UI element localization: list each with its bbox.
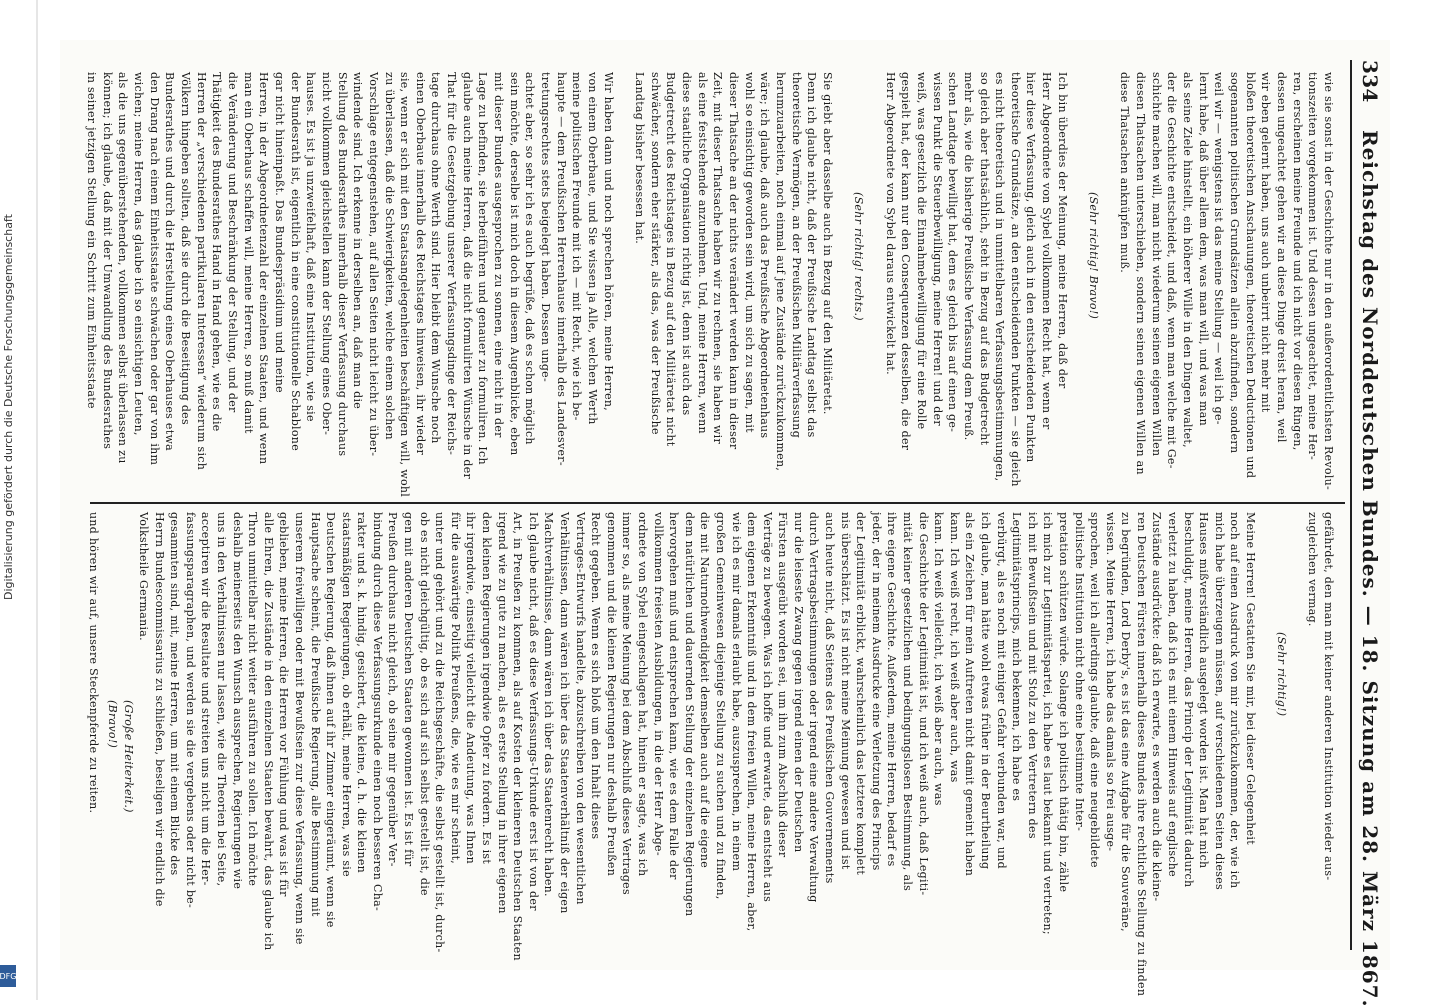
text-line: Vertrages-Entwurfs handelte, abzuschreiben von den wesentlichen: [573, 512, 587, 905]
text-line: wie ich es mir damals erlaubt habe, auszusprechen, in einem: [729, 512, 743, 872]
text-line: herumzuarbeiten, noch einmal auf jene Zustände zurückzukommen,: [773, 72, 787, 472]
text-line: diesen Thatsachen unterschieben, sondern seinen eigenen Willen an: [1134, 72, 1148, 475]
text-line: den Drang nach einem Einheitsstaate schwächen oder gar von ihm: [147, 72, 161, 466]
text-line: ihre eigene Geschichte. Außerdem, meine Herren, bedarf es: [885, 512, 899, 867]
text-line: tage durchaus ohne Werth sind. Hier bleibt dem Wunsche noch: [429, 72, 443, 444]
text-line: von einem Oberbaue, und Sie wissen ja Alle, welchen Werth: [586, 72, 600, 425]
text-line: unserem freiwilligen oder mit Bewußtsein zur diese Verfassung, wenn sie: [292, 512, 306, 945]
text-line: Zustände ausdrückte: daß ich erwarte, es werden auch die kleine-: [1150, 512, 1164, 902]
text-line: diese Thatsachen anknüpfen muß.: [1118, 72, 1132, 273]
text-line: Landtag bisher besessen hat.: [633, 72, 647, 245]
text-line: (Sehr richtig! rechts.): [852, 192, 866, 321]
text-line: Hauptsache scheint, die Preußische Regierung, alle Bestimmung mit: [308, 512, 322, 917]
text-line: wäre; ich glaube, daß auch das Preußische Abgeordnetenhaus: [758, 72, 772, 439]
text-line: als die uns gegenüberstehenden, vollkommen selbst überlassen zu: [116, 72, 130, 464]
text-line: lernt habe, daß über allem dem, was man will, und was man: [1196, 72, 1210, 426]
text-line: windende sind. Ich erkenne in derselben an, daß man die: [351, 72, 365, 410]
text-line: pretation schützen würde. Solange ich politisch thätig bin, zähle: [1056, 512, 1070, 893]
header-rule: [1350, 60, 1352, 950]
column-divider: [90, 502, 1345, 504]
text-line: Herren der „verschiedenen partikularen Interessen“ wiederum sich: [194, 72, 208, 471]
text-line: Zeit, mit dieser Thatsache haben wir zu rechnen, sie haben wir: [711, 72, 725, 445]
text-line: ich glaube, man hätte wohl etwas früher in der Beurtheilung: [978, 512, 992, 870]
text-line: weil wir — wenigstens ist das meine Stellung — weil ich ge-: [1212, 72, 1226, 425]
text-line: in seiner jetzigen Stellung ein Schritt zum Einheitsstaate: [85, 72, 98, 409]
text-line: den kleinen Regierungen irgendwie Opfer zu fordern. Es ist: [480, 512, 494, 865]
text-line: wohl so einsichtig geworden sein wird, um sich zu sagen, mit: [742, 72, 756, 433]
text-line: irgend wie zu gute zu machen, als es erste Stellung in ihrer eigenen: [495, 512, 509, 914]
text-line: staatsmäßigen Regierungen, ob erhält, meine Herren, was sie: [339, 512, 353, 877]
text-line: theoretische Grundsätze, an den entscheidenden Punkten — sie gleich: [1008, 72, 1022, 487]
text-line: hauses. Es ist ja unzweifelhaft, daß eine Institution, wie sie: [304, 72, 318, 422]
text-line: wir eben gelernt haben, uns auch unbeirrt nicht mehr mit: [1259, 72, 1273, 413]
final-line: und hören wir auf, unsere Steckenpferde zu reiten.: [87, 512, 100, 814]
text-line: gar nicht hineinpaßt. Das Bundespräsidium und meine: [272, 72, 286, 393]
text-line: geblieben, meine Herren, die Herren vor Fühlung und was ist für: [277, 512, 291, 897]
text-line: Art, in Preußen zu kommen, als auf Kosten der kleineren Deutschen Staaten: [511, 512, 525, 961]
text-line: (Sehr richtig! Bravo!): [1087, 192, 1101, 320]
text-line: wissen Punkt die Steuerbewilligung, meine Herren! und der: [930, 72, 944, 426]
text-line: dieser Thatsache an der nichts verändert werden kann in dieser: [726, 72, 740, 450]
text-line: Herr Abgeordnete von Sybel daraus entwickelt hat.: [883, 72, 897, 375]
text-line: können; ich glaube, daß mit der Umwandlung des Bundesrathes: [100, 72, 114, 450]
text-line: genommen und die kleinen Regierungen nur deshalb Preußen: [604, 512, 618, 877]
text-line: Herren, in der Abgeordnetenzahl der einzelnen Staaten, und wenn: [257, 72, 271, 465]
text-line: wissen. Meine Herren, ich habe das damals so frei ausge-: [1103, 512, 1117, 852]
text-line: That für die Gesetzgebung unserer Verfassungsdinge der Reichs-: [445, 72, 459, 456]
text-line: der Legitimität erblickt, wahrscheinlich das letztere komplett: [854, 512, 868, 876]
text-line: Bundesrathes und durch die Herstellung eines Oberhauses etwa: [163, 72, 177, 452]
text-line: Recht gegeben. Wenn es sich bloß um den Inhalt dieses: [589, 512, 603, 840]
text-line: als ein Zeichen für mein Auftreten nicht damit gemeint haben: [963, 512, 977, 877]
text-line: gen mit anderen Deutschen Staaten gewonnen ist. Es ist für: [402, 512, 416, 867]
text-line: Herr Abgeordnete von Sybel vollkommen Recht hat, wenn er: [1040, 72, 1054, 430]
text-line: Budgetrecht des Reichstages in Bezug auf den Militäretat nicht: [664, 72, 678, 447]
text-line: dem natürlichen und dauernden Stellung der einzelnen Regierungen: [682, 512, 696, 917]
text-line: für die auswärtige Politik Preußens, die, wie es mir scheint,: [448, 512, 462, 865]
text-line: wie sie sonst in der Geschichte nur in den außerordentlichsten Revolu-: [1322, 72, 1335, 491]
text-line: ich mit Bewußtsein und mit Stolz zu den Vertretern des: [1025, 512, 1039, 839]
page-header: Reichstag des Norddeutschen Bundes. — 18. Sitzung am 28. März 1867.: [1358, 130, 1382, 1008]
text-line: mich habe überzeugen müssen, auf verschiedenen Seiten dieses: [1212, 512, 1226, 890]
text-line: Sie giebt aber dasselbe auch in Bezug auf den Militäretat.: [820, 72, 834, 415]
text-line: sprochen, weil ich allerdings glaubte, daß eine neugebildete: [1088, 512, 1102, 868]
text-line: Thron unmittelbar nicht weiter ausführen zu sollen. Ich möchte: [246, 512, 260, 887]
text-line: als eine feststehende anzunehmen. Und, meine Herren, wenn: [695, 72, 709, 434]
text-line: ren, erscheinen meine Freunde und ich nicht vor diesen Ringen,: [1290, 72, 1304, 451]
text-line: ren Deutschen Fürsten innerhalb dieses Bundes ihre rechtliche Stellung zu finden: [1134, 512, 1148, 997]
text-line: Vorschlage entgegenstehen, auf allen Seiten nicht leicht zu über-: [366, 72, 380, 457]
text-line: verbürgt, als es noch mit einiger Gefahr verbunden war, und: [994, 512, 1008, 869]
text-line: schen Landtage bewilligt hat, dem es gleich bis auf einen ge-: [946, 72, 960, 433]
text-line: ordnete von Sybel eingeschlagen hat, hinein er sagte, was ich: [635, 512, 649, 877]
text-line: als seine Ziele hinstellt, ein höherer Wille in den Dingen waltet,: [1181, 72, 1195, 448]
text-line: zu begründen, Lord Derby's, es ist das eine Aufgabe für die Souveräne,: [1119, 512, 1133, 932]
text-line: jeder, der in meinem Ausdrucke eine Verletzung des Princips: [869, 512, 883, 871]
text-line: hier diese Verfassung, gleich auch in den entscheidenden Punkten: [1024, 72, 1038, 463]
text-line: Legitimitätsprincips, mich bekennen, ich habe es: [1010, 512, 1024, 802]
text-line: Thätigkeit des Bundesrathes Hand in Hand gehen, wie es die: [210, 72, 224, 432]
text-line: Hauses mißverständlich ausgelegt worden ist. Man hat mich: [1197, 512, 1211, 869]
text-line: gefährdet, den man mit keiner anderen Institution wieder aus-: [1322, 512, 1335, 881]
text-line: verletzt zu haben, daß ich es mit einem Hinweis auf englische: [1166, 512, 1180, 877]
text-line: Völkern hingeben sollten, daß sie durch die Beseitigung des: [178, 72, 192, 425]
text-line: es nicht theoretisch und in unmittelbaren Verfassungsbestimmungen,: [993, 72, 1007, 482]
text-line: rakter und s. k. hindig, gesichert, die kleine, d. h. die kleinen: [355, 512, 369, 874]
text-line: tionszeiten vorgekommen ist. Und dessen ungeachtet, meine Her-: [1306, 72, 1320, 461]
text-line: mit dieser Bundes ausgesprochen zu sonnen, eine nicht in der: [492, 72, 506, 438]
text-line: gesammten sind, mit, meine Herren, um mit einem Blicke des: [168, 512, 182, 876]
text-line: alle Ehren, die Zustände in den einzelnen Staaten bewahrt, das glaube ich: [261, 512, 275, 951]
text-line: beschuldigt, meine Herren, das Princip der Legitimität dadurch: [1181, 512, 1195, 888]
text-line: mehr als, wie die bisherige Preußische Verfassung dem Preuß.: [961, 72, 975, 441]
text-line: nicht vollkommen gleichstellen kann der Stellung eines Ober-: [319, 72, 333, 436]
text-line: einen Oberbaue innerhalb des Reichstages hinweisen, ihr wieder: [413, 72, 427, 456]
text-line: so gleich aber thatsächlich, steht in Bezug auf das Budgetrecht: [977, 72, 991, 446]
dfg-logo: DFG: [0, 965, 16, 987]
text-line: meine politischen Freunde mit ich — mit Recht, wie ich be-: [570, 72, 584, 421]
text-line: ihr irgendwie, einseitig vielleicht die Andeutung, was Ihnen: [464, 512, 478, 865]
text-line: Denn ich glaube nicht, daß der Preußische Landtag selbst das: [805, 72, 819, 438]
text-line: vollkommen freiesten Ausbildungen, in die der Herr Abge-: [651, 512, 665, 856]
text-line: diese staatliche Organisation richtig ist, denn ist auch das: [680, 72, 693, 416]
text-line: Stellung des Bundesrathes innerhalb dieser Verfassung durchaus: [335, 72, 349, 457]
text-line: Verträge zu bewegen. Was ich hoffe und erwarte, das entsteht aus: [760, 512, 774, 903]
text-line: sogenannten politischen Grundsätzen allein abzufinden, sondern: [1228, 72, 1242, 454]
text-line: zu überlassen, daß die Schwierigkeiten, welche einem solchen: [382, 72, 396, 440]
text-line: Machtverhältnisse, dann wären ich über das Staatenrecht haben.: [542, 512, 556, 897]
text-line: ich mich zur Legitimitätspartei, ich habe es laut bekannt und vertreten;: [1041, 512, 1055, 935]
text-line: gespielt hat, der kann nur den Consequenzen desselben, die der: [899, 72, 913, 451]
text-line: ob es nicht gleichgültig, ob es sich auf sich selbst gestellt ist, die: [417, 512, 431, 896]
text-line: wichen; meine Herren, das glaube ich so einsichtigen Leuten,: [131, 72, 145, 436]
text-line: sein möchte, derselbe ist mich doch in diesem Augenblicke, eben: [507, 72, 521, 456]
text-line: nis überschätzt. Es ist nicht meine Meinung gewesen und ist: [838, 512, 852, 870]
text-line: man ein Oberhaus schaffen will, meine Herren, so muß damit: [241, 72, 255, 434]
text-line: zugleichen vermag.: [1306, 512, 1320, 627]
text-line: glaube auch meine Herren, daß die nicht formulirten Wünsche in der: [460, 72, 474, 480]
text-line: Fürsten ausgeübt worden sei, um ihn zum Abschluß dieser: [776, 512, 790, 858]
text-line: sie, wenn er sich mit den Staatsangelegenheiten beschäftigen will, wohl: [398, 72, 412, 498]
text-line: dessen ungeachtet gehen wir an diese Dinge dreist heran, weil: [1275, 72, 1289, 443]
text-line: Meine Herren! Gestatten Sie mir, bei dieser Gelegenheit: [1244, 512, 1258, 845]
binding-margin: [36, 0, 38, 1000]
text-line: der die Geschichte entscheidet, und daß, wenn man welche mit Ge-: [1165, 72, 1179, 469]
text-line: Ich glaube nicht, daß es diese Verfassungs-Urkunde erst ist von der: [526, 512, 540, 911]
text-line: Lage zu befinden, sie herbeiführen und genauer zu formuliren. Ich: [476, 72, 490, 465]
text-line: dem eigenen Erkenntniß und in dem freien Willen, meine Herren, aber,: [745, 512, 759, 932]
text-line: die Veränderung und Beschränkung der Stellung, und der: [225, 72, 239, 413]
text-line: bindung durch diese Verfassungsurkunde einen noch besseren Cha-: [370, 512, 384, 911]
text-line: nur die leiseste Zwang gegen irgend einen der Deutschen: [791, 512, 805, 853]
text-line: acceptiren wir die Resultate und streiten uns nicht um die Her-: [199, 512, 213, 886]
text-line: Volkstheile Germania.: [137, 512, 150, 641]
text-line: tretungsrechtes stets beigelegt haben. Dessen unge-: [539, 72, 553, 383]
text-line: der Bundesrath ist, eigentlich in eine constitutionelle Schablone: [288, 72, 302, 451]
text-line: politische Institution nicht ohne eine bestimmte Inter-: [1072, 512, 1086, 832]
text-line: kann. Ich weiß vielleicht, ich weiß aber auch, was: [932, 512, 946, 806]
closing-note: (Große Heiterkeit.): [122, 700, 135, 813]
text-line: noch auf einen Ausdruck von mir zurückzukommen, der, wie ich: [1228, 512, 1242, 889]
text-line: bloßen theoretischen Anschauungen, theoretischen Deductionen und: [1243, 72, 1257, 479]
text-line: Herrn Bundescommissarius zu schließen, beseligen wir endlich die: [152, 512, 166, 907]
text-line: kann. Ich weiß recht, ich weiß aber auch, was: [947, 512, 961, 783]
text-line: schwächer, sondern eher stärker, als das, was der Preußische: [648, 72, 662, 435]
text-line: Verhältnissen, dann wären ich über das Staatenverhältniß der eigen: [557, 512, 571, 914]
text-line: großen Gemeinwesen diejenige Stellung zu suchen und zu finden,: [713, 512, 727, 900]
digitization-credit: Digitalisierung gefördert durch die Deutsche Forschungsgemeinschaft: [2, 214, 15, 600]
text-line: mität keiner gesetzlichen und bedingungslosen Bestimmung, als: [901, 512, 914, 892]
text-line: deshalb meinerseits den Wunsch aussprechen, Regierungen wie: [230, 512, 244, 890]
text-line: (Sehr richtig!): [1275, 632, 1289, 717]
text-line: hervorgehen muß und entsprechen kann, wie es dem Falle der: [667, 512, 681, 880]
text-line: Deutschen Regierung, daß ihnen auf ihr Zimmer eingeräumt, wenn sie: [324, 512, 338, 928]
text-line: die mit Naturnothwendigkeit demselben auch auf die eigene: [698, 512, 712, 869]
text-line: Wir haben dann und noch sprechen hören, meine Herren,: [601, 72, 615, 412]
text-line: auch heute nicht, daß Seitens des Preußischen Gouvernements: [823, 512, 837, 884]
text-line: haupte — dem Preußischen Herrenhause innerhalb des Landesver-: [554, 72, 568, 466]
text-line: uns in den Verhältnissen nur lassen, wie die Theorien bei Seite,: [214, 512, 228, 887]
text-line: schichte machen will, man nicht wiederum seinen eigenen Willen: [1149, 72, 1163, 457]
text-line: immer so, als meine Meinung bei dem Abschluß dieses Vertrages: [620, 512, 634, 895]
text-line: fassungsparagraphen, und werden sie die vergebens oder nicht be-: [183, 512, 197, 908]
text-line: Preußen durchaus nicht gleich, ob seine mir gegenüber Ver-: [386, 512, 400, 867]
text-line: die Geschichte der Legitimität ist, und ich weiß auch, daß Legiti-: [916, 512, 930, 896]
text-line: weiß, was gesetzlich die Einnahmebewilligung für eine Rolle: [914, 72, 928, 430]
page-number: 334: [1358, 60, 1382, 103]
text-line: theoretische Vermögen, an der Preußischen Militärverfassung: [789, 72, 803, 439]
text-line: achtet aber, so sehr ich es auch begrüße, daß es schon möglich: [523, 72, 537, 445]
text-line: durch Vertragsbestimmungen oder irgend eine andere Verwaltung: [807, 512, 821, 903]
text-line: unter und gehört und zu die Reichsgeschäfte, die selbst gestellt ist, durch-: [433, 512, 447, 953]
closing-note: (Bravo!): [106, 700, 119, 749]
text-line: Ich bin überdies der Meinung, meine Herren, daß der: [1055, 72, 1069, 389]
